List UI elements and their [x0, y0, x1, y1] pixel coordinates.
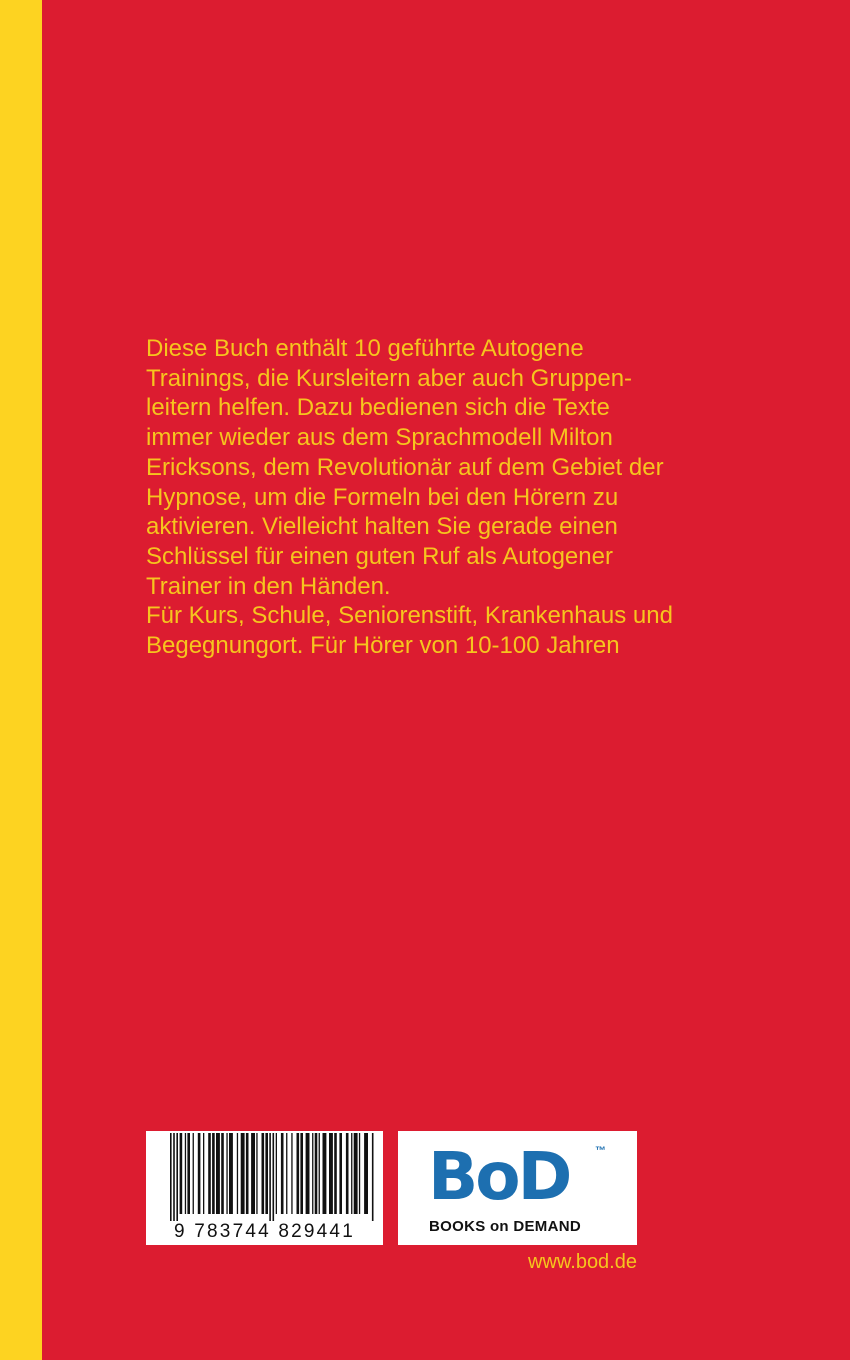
- barcode-bar: [173, 1133, 175, 1221]
- blurb-line: Hypnose, um die Formeln bei den Hörern zu: [146, 483, 619, 511]
- blurb-line: Schlüssel für einen guten Ruf als Autogener: [146, 542, 613, 570]
- blurb-line: Ericksons, dem Revolutionär auf dem Gebiet der: [146, 453, 664, 481]
- barcode-bar: [262, 1133, 265, 1214]
- barcode-bar: [276, 1133, 277, 1214]
- barcode-bar: [323, 1133, 327, 1214]
- blurb-line: Diese Buch enthält 10 geführte Autogene: [146, 335, 584, 362]
- barcode-bar: [273, 1133, 275, 1221]
- barcode-bar: [176, 1133, 178, 1221]
- barcode-bar: [251, 1133, 255, 1214]
- blurb-paragraph-1: [146, 334, 714, 601]
- barcode-bar: [265, 1133, 268, 1214]
- blurb-paragraph-2: [146, 601, 714, 660]
- barcode-bar: [319, 1133, 320, 1214]
- barcode-bars: [146, 1131, 383, 1223]
- barcode-bar: [212, 1133, 215, 1214]
- publisher-subtitle: BOOKS on DEMAND: [429, 1218, 581, 1235]
- back-cover-blurb: [146, 334, 714, 661]
- blurb-line: Trainer in den Händen.: [146, 572, 391, 600]
- barcode-bar: [346, 1133, 349, 1214]
- publisher-logo: [398, 1131, 637, 1245]
- blurb-line: aktivieren. Vielleicht halten Sie gerade einen: [146, 513, 618, 541]
- barcode-bar: [198, 1133, 201, 1214]
- barcode-bar: [281, 1133, 284, 1214]
- blurb-line: Begegnungort. Für Hörer von 10-100 Jahren: [146, 632, 620, 660]
- publisher-url: www.bod.de: [528, 1251, 637, 1273]
- barcode-bar: [351, 1133, 352, 1214]
- barcode-bar: [300, 1133, 303, 1214]
- barcode-bar: [339, 1133, 342, 1214]
- barcode-bar: [372, 1133, 374, 1221]
- barcode-bar: [364, 1133, 368, 1214]
- barcode-bar: [229, 1133, 233, 1214]
- barcode-bar: [359, 1133, 360, 1214]
- barcode-bar: [256, 1133, 257, 1214]
- barcode-bar: [221, 1133, 224, 1214]
- barcode-bar: [193, 1133, 194, 1214]
- barcode-bar: [170, 1133, 172, 1221]
- barcode-bar: [312, 1133, 313, 1214]
- blurb-line: leitern helfen. Dazu bedienen sich die Texte: [146, 394, 610, 422]
- barcode-bar: [297, 1133, 300, 1214]
- barcode-bar: [334, 1133, 337, 1214]
- trademark-symbol: ™: [595, 1145, 606, 1157]
- bod-logo-text: BoD: [428, 1138, 570, 1215]
- barcode-bar: [208, 1133, 211, 1214]
- barcode-bar: [241, 1133, 245, 1214]
- isbn-barcode: [146, 1131, 383, 1245]
- barcode-bar: [269, 1133, 271, 1221]
- blurb-line: Für Kurs, Schule, Seniorenstift, Krankenhaus und: [146, 602, 673, 630]
- barcode-bar: [237, 1133, 238, 1214]
- barcode-bar: [306, 1133, 310, 1214]
- barcode-bar: [180, 1133, 183, 1214]
- barcode-bar: [329, 1133, 333, 1214]
- barcode-bar: [246, 1133, 249, 1214]
- barcode-bar: [185, 1133, 186, 1214]
- barcode-bar: [187, 1133, 190, 1214]
- barcode-bar: [216, 1133, 220, 1214]
- barcode-bar: [226, 1133, 227, 1214]
- barcode-bar: [291, 1133, 292, 1214]
- blurb-line: immer wieder aus dem Sprachmodell Milton: [146, 424, 613, 452]
- barcode-bar: [203, 1133, 204, 1214]
- spine-strip: [0, 0, 42, 1360]
- barcode-bar: [286, 1133, 287, 1214]
- isbn-number: 9 783744 829441: [174, 1221, 355, 1242]
- blurb-line: Trainings, die Kursleitern aber auch Gruppen-: [146, 364, 633, 392]
- barcode-bar: [354, 1133, 358, 1214]
- barcode-bar: [315, 1133, 318, 1214]
